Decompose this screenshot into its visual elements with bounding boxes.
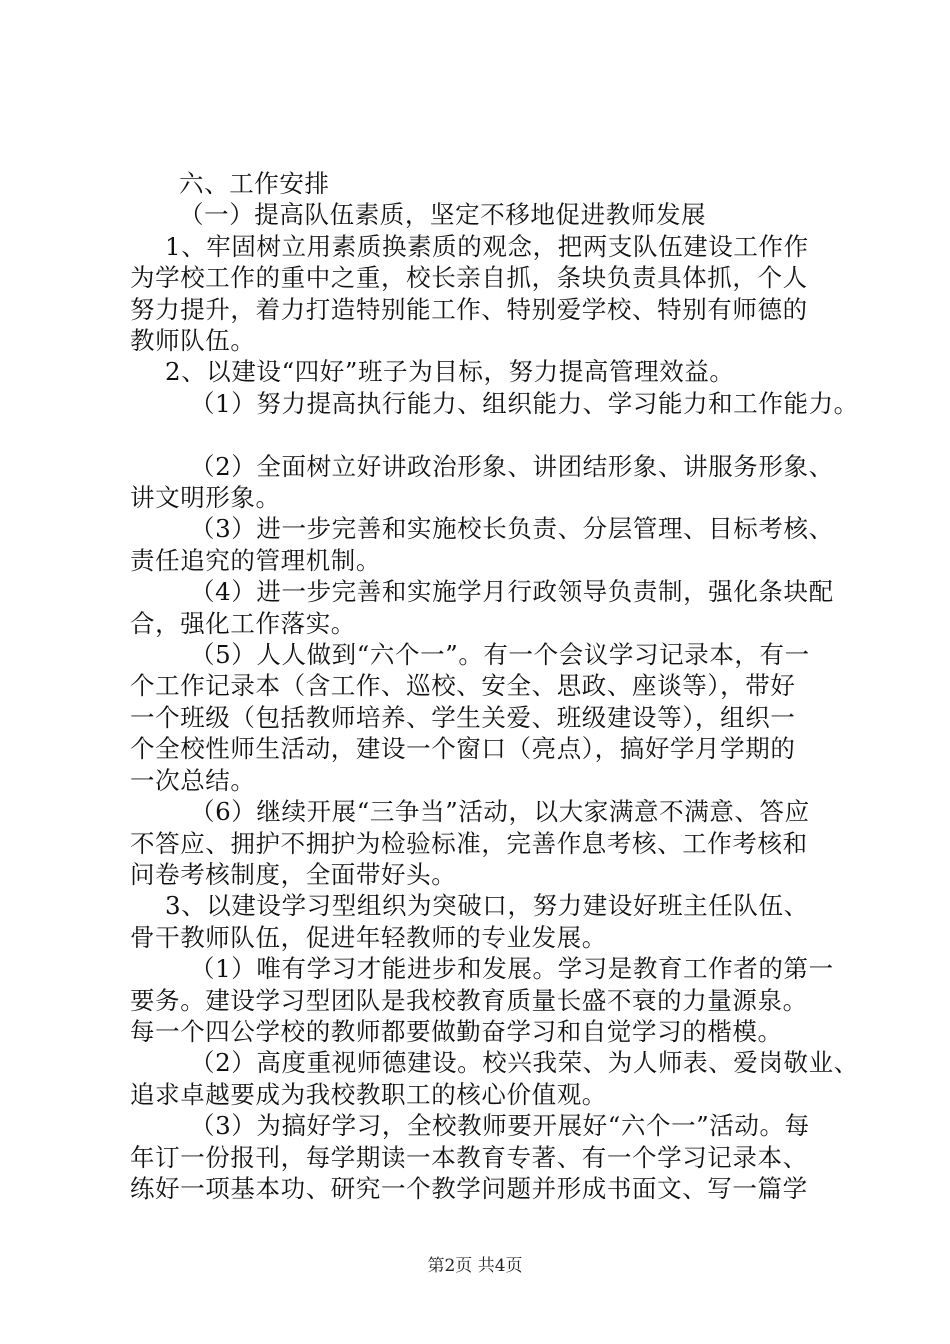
paragraph-line: 3、以建设学习型组织为突破口，努力建设好班主任队伍、 bbox=[165, 891, 809, 921]
page-number-footer: 第2页 共4页 bbox=[427, 1256, 523, 1276]
subsection-heading: （一）提高队伍素质，坚定不移地促进教师发展 bbox=[179, 200, 707, 230]
paragraph-line: 责任追究的管理机制。 bbox=[130, 545, 381, 575]
paragraph-line: 为学校工作的重中之重，校长亲自抓，条块负责具体抓，个人 bbox=[130, 263, 808, 293]
paragraph-line: 讲文明形象。 bbox=[130, 483, 281, 513]
paragraph-line: 要务。建设学习型团队是我校教育质量长盛不衰的力量源泉。 bbox=[130, 985, 808, 1015]
paragraph-line: （4）进一步完善和实施学月行政领导负责制，强化条块配 bbox=[190, 577, 834, 607]
paragraph-line: 1、牢固树立用素质换素质的观念，把两支队伍建设工作作 bbox=[165, 231, 809, 261]
paragraph-line: 年订一份报刊，每学期读一本教育专著、有一个学习记录本、 bbox=[130, 1142, 808, 1172]
paragraph-line: 合，强化工作落实。 bbox=[130, 608, 356, 638]
paragraph-line: 个全校性师生活动，建设一个窗口（亮点），搞好学月学期的 bbox=[130, 734, 796, 764]
paragraph-line: （6）继续开展“三争当”活动，以大家满意不满意、答应 bbox=[190, 797, 810, 827]
paragraph-line: （3）为搞好学习，全校教师要开展好“六个一”活动。每 bbox=[190, 1111, 810, 1141]
section-heading: 六、工作安排 bbox=[179, 169, 330, 198]
paragraph-line: （3）进一步完善和实施校长负责、分层管理、目标考核、 bbox=[190, 514, 834, 544]
paragraph-line: 个工作记录本（含工作、巡校、安全、思政、座谈等），带好 bbox=[130, 671, 796, 701]
paragraph-line: （1）唯有学习才能进步和发展。学习是教育工作者的第一 bbox=[190, 954, 834, 984]
paragraph-line: 努力提升，着力打造特别能工作、特别爱学校、特别有师德的 bbox=[130, 294, 808, 324]
paragraph-line: 每一个四公学校的教师都要做勤奋学习和自觉学习的楷模。 bbox=[130, 1016, 783, 1046]
blank-line bbox=[130, 419, 850, 450]
paragraph-line: （5）人人做到“六个一”。有一个会议学习记录本，有一 bbox=[190, 640, 810, 670]
paragraph-line: 一次总结。 bbox=[130, 765, 256, 795]
paragraph-line: 一个班级（包括教师培养、学生关爱、班级建设等），组织一 bbox=[130, 702, 796, 732]
paragraph-line: 练好一项基本功、研究一个教学问题并形成书面文、写一篇学 bbox=[130, 1173, 808, 1203]
document-body bbox=[130, 168, 859, 1204]
paragraph-line: 教师队伍。 bbox=[130, 326, 256, 356]
paragraph-line: 2、以建设“四好”班子为目标，努力提高管理效益。 bbox=[165, 357, 735, 387]
paragraph-line: （1）努力提高执行能力、组织能力、学习能力和工作能力。 bbox=[190, 388, 859, 418]
paragraph-line: 追求卓越要成为我校教职工的核心价值观。 bbox=[130, 1079, 607, 1109]
paragraph-line: （2）全面树立好讲政治形象、讲团结形象、讲服务形象、 bbox=[190, 451, 834, 481]
paragraph-line: 问卷考核制度，全面带好头。 bbox=[130, 859, 457, 889]
paragraph-line: 骨干教师队伍，促进年轻教师的专业发展。 bbox=[130, 922, 607, 952]
paragraph-line: 不答应、拥护不拥护为检验标准，完善作息考核、工作考核和 bbox=[130, 828, 808, 858]
paragraph-line: （2）高度重视师德建设。校兴我荣、为人师表、爱岗敬业、 bbox=[190, 1048, 859, 1078]
